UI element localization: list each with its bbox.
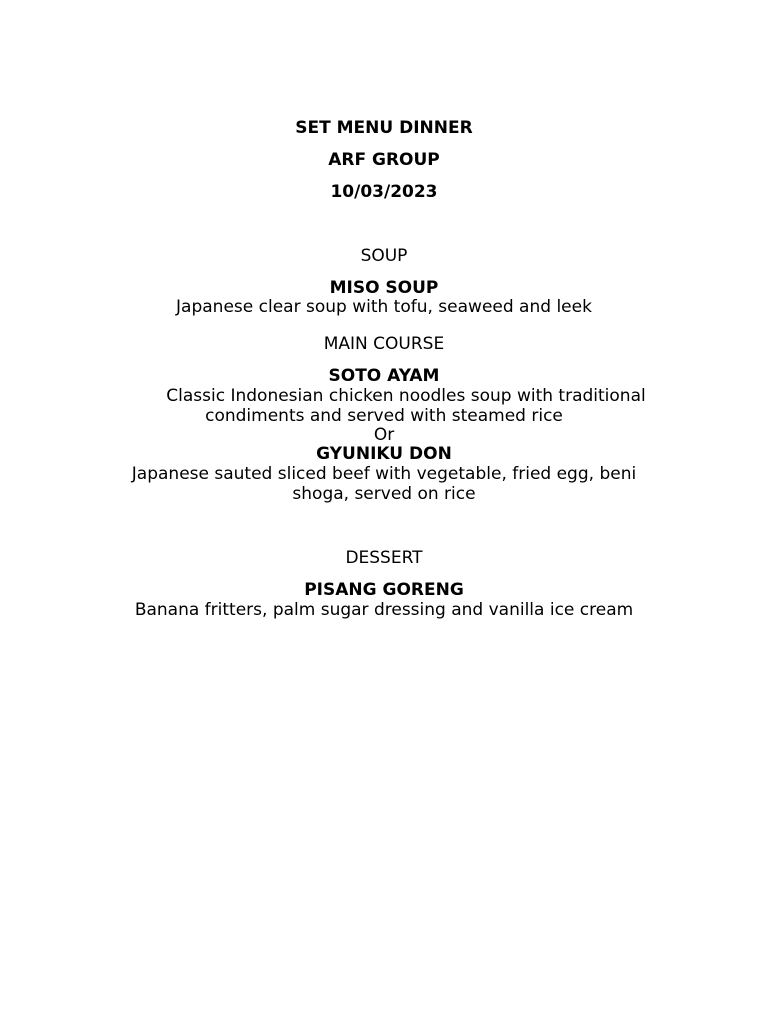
- soup-description: Japanese clear soup with tofu, seaweed and leek: [176, 297, 592, 317]
- main-option-1-description-line-2: condiments and served with steamed rice: [205, 406, 563, 426]
- dessert-name: PISANG GORENG: [304, 580, 464, 600]
- soup-name: MISO SOUP: [329, 278, 439, 298]
- main-option-1-name: SOTO AYAM: [328, 366, 440, 386]
- dessert-description: Banana fritters, palm sugar dressing and vanilla ice cream: [134, 600, 634, 620]
- main-option-2-description-line-1: Japanese sauted sliced beef with vegetable, fried egg, beni: [131, 464, 637, 484]
- main-option-1-description-line-1: Classic Indonesian chicken noodles soup with traditional: [166, 386, 646, 406]
- main-option-2-name: GYUNIKU DON: [316, 444, 452, 464]
- main-course-heading: MAIN COURSE: [323, 334, 445, 354]
- dessert-heading: DESSERT: [345, 548, 423, 568]
- menu-title: SET MENU DINNER: [295, 118, 473, 138]
- menu-date: 10/03/2023: [330, 182, 438, 202]
- main-option-2-description-line-2: shoga, served on rice: [292, 484, 476, 504]
- soup-heading: SOUP: [360, 246, 408, 266]
- group-name: ARF GROUP: [328, 150, 440, 170]
- option-separator: Or: [373, 425, 395, 445]
